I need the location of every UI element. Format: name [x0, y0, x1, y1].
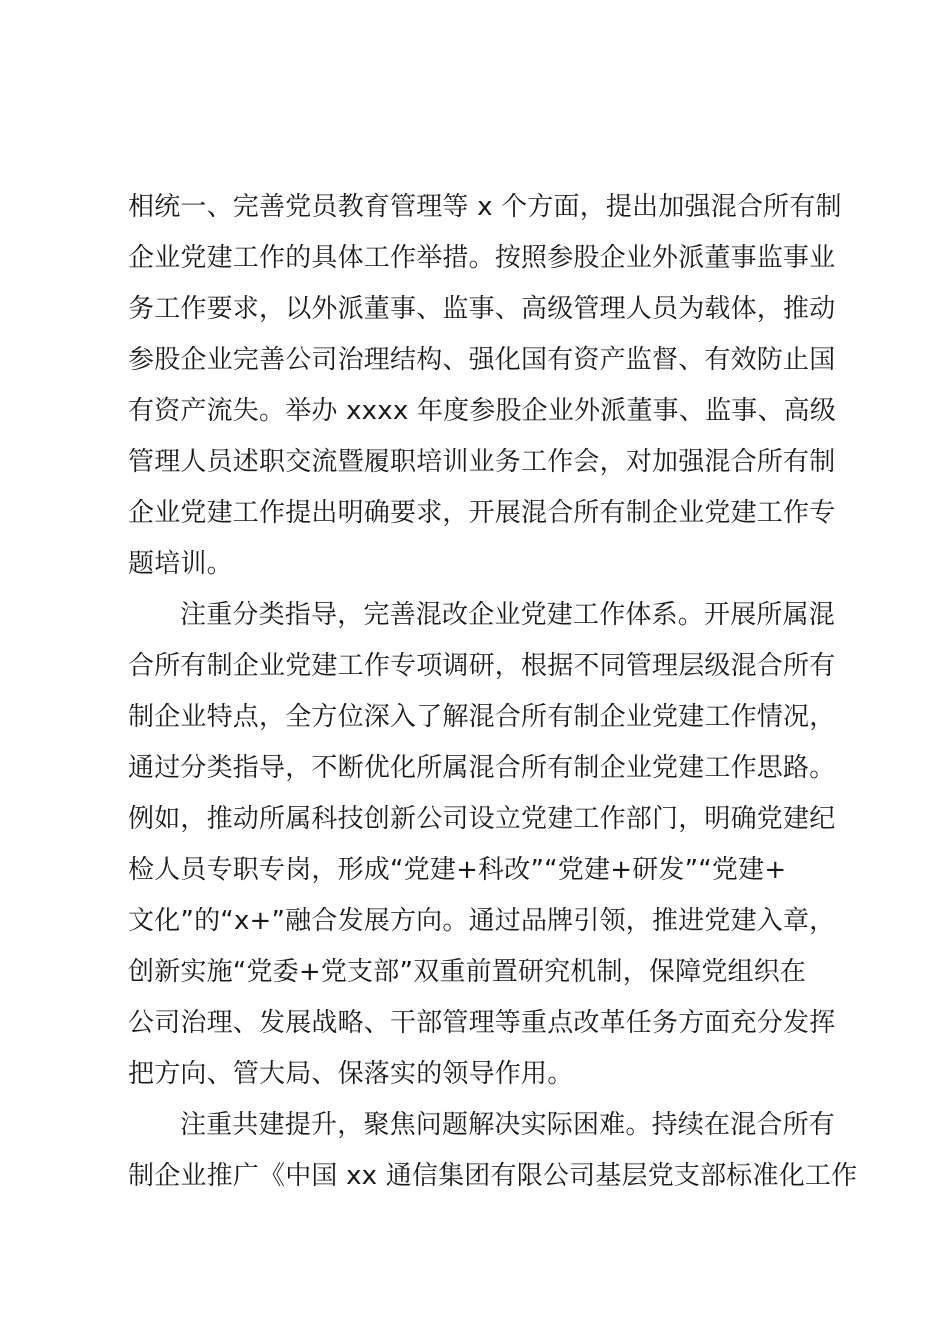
text-line: 创新实施“党委+党支部”双重前置研究机制，保障党组织在	[128, 957, 807, 987]
text-line: 检人员专职专岗，形成“党建+科改”“党建+研发”“党建+	[128, 855, 787, 885]
text-line: 合所有制企业党建工作专项调研，根据不同管理层级混合所有	[128, 651, 836, 681]
text-line: 题培训。	[128, 549, 233, 579]
text-line: 企业党建工作提出明确要求，开展混合所有制企业党建工作专	[128, 498, 836, 528]
paragraph-first-line: 注重共建提升，聚焦问题解决实际困难。持续在混合所有	[180, 1110, 836, 1140]
text-line: 把方向、管大局、保落实的领导作用。	[128, 1059, 574, 1089]
text-line: 参股企业完善公司治理结构、强化国有资产监督、有效防止国	[128, 345, 836, 375]
paragraph-first-line: 注重分类指导，完善混改企业党建工作体系。开展所属混	[180, 600, 836, 630]
text-line: 相统一、完善党员教育管理等 x 个方面，提出加强混合所有制	[128, 192, 842, 222]
text-line: 例如，推动所属科技创新公司设立党建工作部门，明确党建纪	[128, 804, 836, 834]
text-line: 文化”的“x+”融合发展方向。通过品牌引领，推进党建入章，	[128, 906, 836, 936]
text-line: 有资产流失。举办 xxxx 年度参股企业外派董事、监事、高级	[128, 396, 837, 426]
text-line: 务工作要求，以外派董事、监事、高级管理人员为载体，推动	[128, 294, 836, 324]
text-line: 企业党建工作的具体工作举措。按照参股企业外派董事监事业	[128, 243, 836, 273]
text-line: 制企业特点，全方位深入了解混合所有制企业党建工作情况，	[128, 702, 836, 732]
text-line: 管理人员述职交流暨履职培训业务工作会，对加强混合所有制	[128, 447, 836, 477]
text-line: 公司治理、发展战略、干部管理等重点改革任务方面充分发挥	[128, 1008, 836, 1038]
text-line: 通过分类指导，不断优化所属混合所有制企业党建工作思路。	[128, 753, 836, 783]
text-line: 制企业推广《中国 xx 通信集团有限公司基层党支部标准化工作	[128, 1161, 858, 1191]
